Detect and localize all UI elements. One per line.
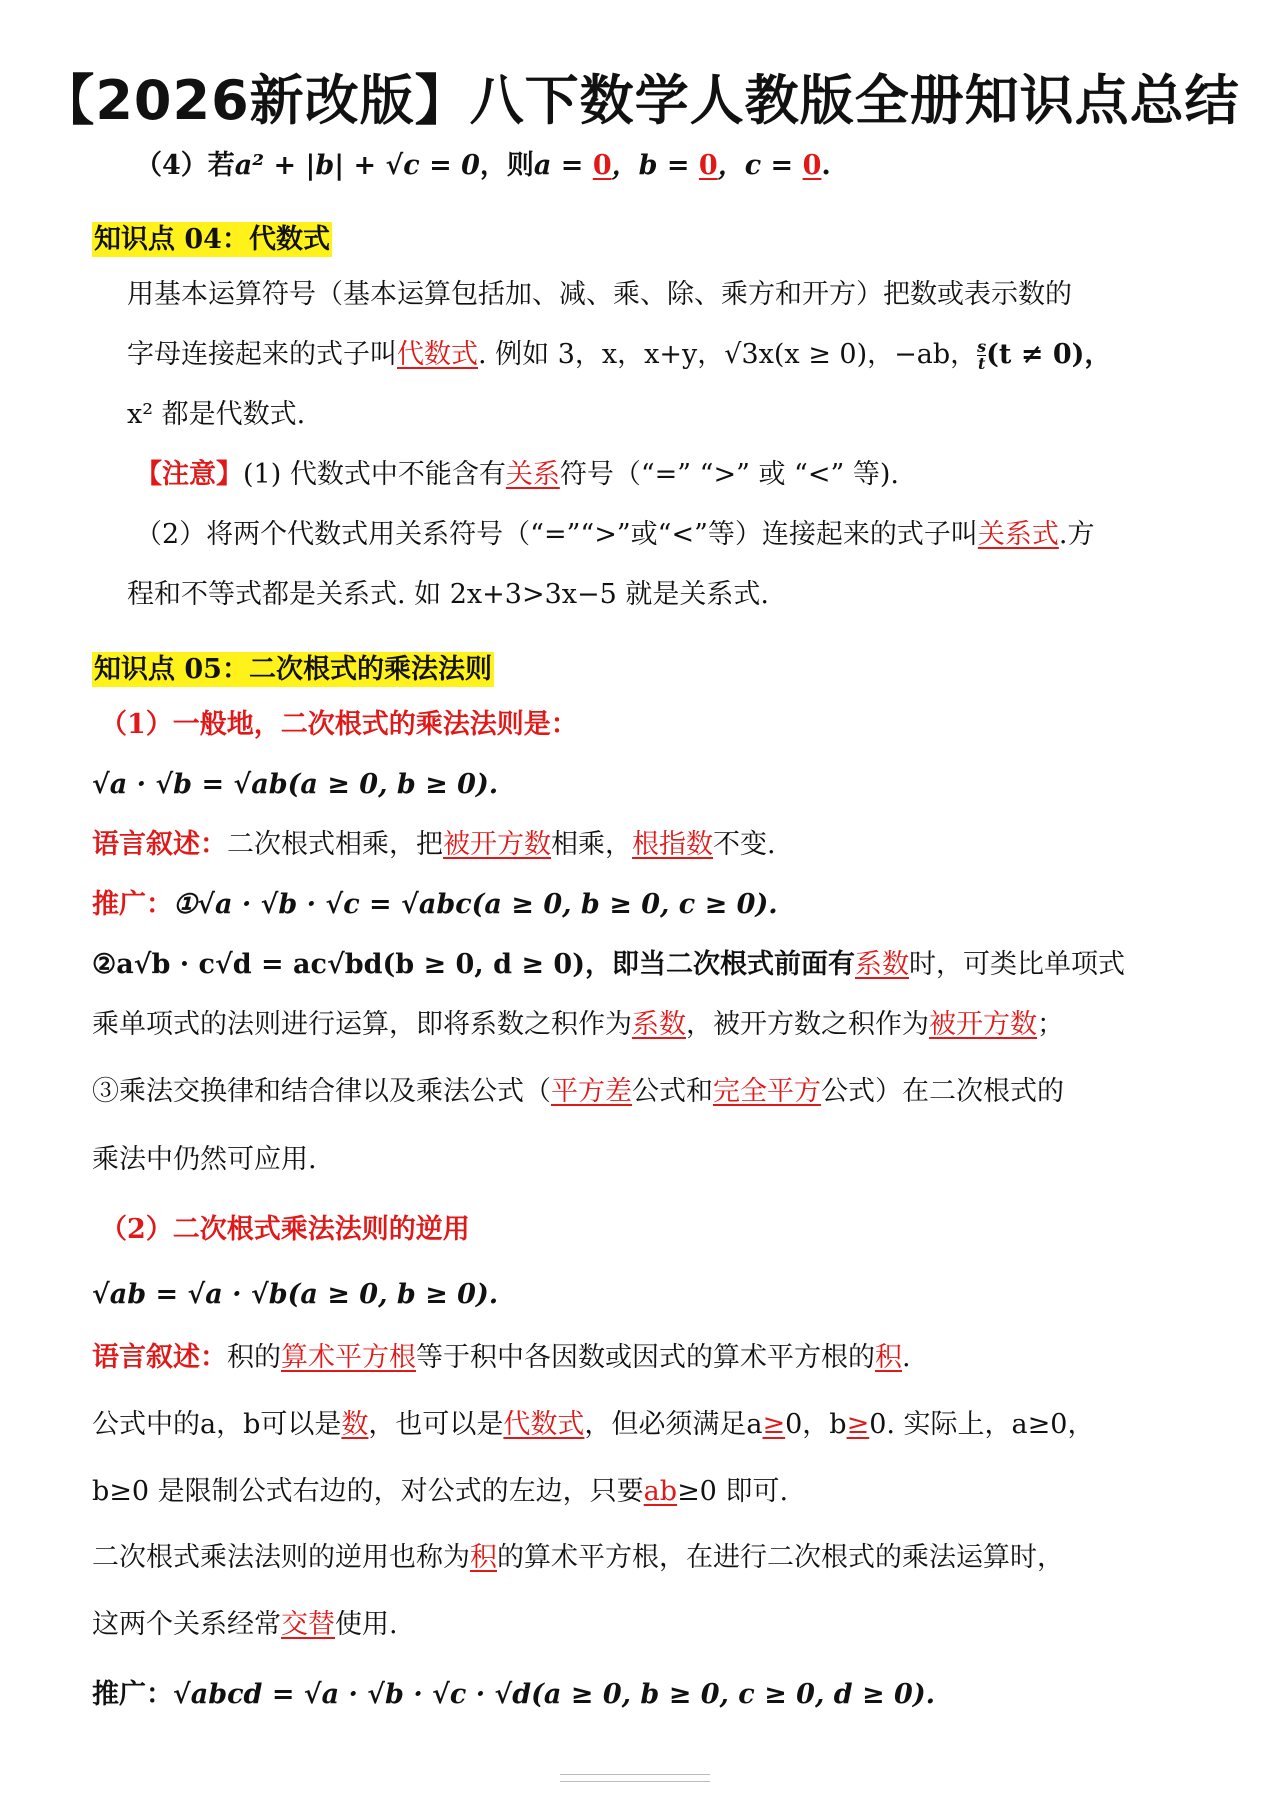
kp05-formula-note-1: [92, 1405, 1094, 1445]
extension-label: 推广：: [92, 889, 173, 920]
ext2-text-a: ②a√b · c√d = ac√bd(b ≥ 0, d ≥ 0)，即当二次根式前面有: [92, 949, 855, 980]
kp04-paragraph-line-2: [127, 335, 1111, 375]
ext2-text-b: 时，可类比单项式: [908, 949, 1125, 980]
f3-text-b: 的算术平方根，在进行二次根式的乘法运算时，: [497, 1542, 1064, 1573]
item-4-prefix: （4）若: [135, 150, 235, 181]
fraction-numerator: s: [977, 337, 987, 356]
extension-4-formula: √abcd = √a · √b · √c · √d(a ≥ 0, b ≥ 0, c ≥ 0, d ≥ 0).: [173, 1679, 936, 1710]
kp05-extension-2-cont: [92, 1005, 1064, 1045]
lang2-text-b: 等于积中各因数或因式的算术平方根的: [416, 1342, 875, 1373]
footer-scroll-indicator: [560, 1770, 730, 1784]
ext2-text-e: ；: [1037, 1009, 1064, 1040]
f1-text-a: 公式中的a，b可以是: [92, 1409, 342, 1440]
lang2-term-arithmetic-root: 算术平方根: [281, 1342, 416, 1373]
f4-term-alternate: 交替: [281, 1609, 335, 1640]
language-label: 语言叙述：: [92, 829, 227, 860]
note-1-term: 关系: [505, 459, 560, 490]
kp05-subheading-1: （1）一般地，二次根式的乘法法则是：: [100, 709, 578, 740]
kp04-term-algebraic-expression: 代数式: [397, 339, 478, 370]
item-4-a-value: 0: [592, 150, 612, 181]
kp04-heading: 知识点 04：代数式: [94, 224, 330, 255]
ext3-text-a: ③乘法交换律和结合律以及乘法公式（: [92, 1076, 551, 1107]
note-1-text-a: (1) 代数式中不能含有: [243, 459, 506, 490]
f4-text-b: 使用.: [335, 1609, 398, 1640]
f2-text-a: b≥0 是限制公式右边的，对公式的左边，只要: [92, 1476, 644, 1507]
kp05-extension-3-cont: 乘法中仍然可应用.: [92, 1144, 317, 1175]
kp05-formula-note-3: [92, 1538, 1064, 1578]
kp05-language-1: [92, 825, 776, 865]
lang1-term-index: 根指数: [632, 829, 713, 860]
item-4-expression: a² + |b| + √c = 0: [234, 150, 480, 181]
ext2-term-radicand: 被开方数: [929, 1009, 1037, 1040]
f1-term-geq-a: ≥: [762, 1409, 786, 1440]
kp05-formula-note-2: [92, 1472, 788, 1512]
kp05-subheading-2: （2）二次根式乘法法则的逆用: [100, 1214, 470, 1245]
lang1-term-radicand: 被开方数: [443, 829, 551, 860]
kp05-extension-3: [92, 1072, 1064, 1112]
kp04-fraction: [977, 339, 986, 372]
f2-text-b: ≥0 即可.: [677, 1476, 789, 1507]
kp05-language-2: [92, 1338, 911, 1378]
item-4-end: .: [821, 150, 831, 181]
ext2-term-coefficient: 系数: [854, 949, 909, 980]
ext2-text-d: ，被开方数之积作为: [686, 1009, 929, 1040]
extension-label-2: 推广：: [92, 1679, 173, 1710]
page-title: 【2026新改版】八下数学人教版全册知识点总结: [40, 69, 1240, 132]
f3-term-product: 积: [470, 1542, 497, 1573]
item-4-b-value: 0: [698, 150, 718, 181]
lang1-text-b: 相乘，: [551, 829, 632, 860]
footer-bar: [560, 1774, 710, 1782]
kp04-paragraph-line-1: 用基本运算符号（基本运算包括加、减、乘、除、乘方和开方）把数或表示数的: [127, 279, 1072, 310]
item-4-a-label: a =: [533, 150, 593, 181]
ext2-text-c: 乘单项式的法则进行运算，即将系数之积作为: [92, 1009, 632, 1040]
note-1-text-b: 符号（“=” “>” 或 “<” 等).: [559, 459, 899, 490]
note-2-text-b: .方: [1058, 519, 1095, 550]
note-label: 【注意】: [135, 459, 243, 490]
f1-term-expression: 代数式: [503, 1409, 585, 1440]
kp04-note-2: [135, 515, 1094, 555]
f1-term-number: 数: [341, 1409, 369, 1440]
f4-text-a: 这两个关系经常: [92, 1609, 281, 1640]
f1-text-c: ，但必须满足a: [584, 1409, 763, 1440]
ext3-term-difference-of-squares: 平方差: [551, 1076, 632, 1107]
kp05-formula-note-4: [92, 1605, 398, 1645]
item-4-b-label: ，b =: [611, 150, 699, 181]
ext3-text-c: 公式）在二次根式的: [821, 1076, 1064, 1107]
f2-term-ab: ab: [643, 1476, 678, 1507]
extension-1-formula: ①√a · √b · √c = √abc(a ≥ 0, b ≥ 0, c ≥ 0).: [173, 889, 778, 920]
f1-text-e: 0. 实际上，a≥0，: [869, 1409, 1095, 1440]
f3-text-a: 二次根式乘法法则的逆用也称为: [92, 1542, 470, 1573]
item-4-c-value: 0: [802, 150, 822, 181]
lang2-text-c: .: [902, 1342, 911, 1373]
kp05-rule-2: √ab = √a · √b(a ≥ 0, b ≥ 0).: [92, 1279, 499, 1310]
language-label-2: 语言叙述：: [92, 1342, 227, 1373]
kp04-paragraph-line-3: x² 都是代数式.: [127, 399, 306, 430]
item-4-c-label: ，c =: [717, 150, 803, 181]
lang1-text-c: 不变.: [713, 829, 776, 860]
kp04-heading-wrap: [92, 220, 332, 260]
ext2-term-coefficient-2: 系数: [632, 1009, 686, 1040]
kp04-note-1: [135, 455, 899, 495]
kp05-extension-4: [92, 1675, 935, 1715]
item-4-mid: ，则: [479, 150, 534, 181]
lang2-term-product: 积: [875, 1342, 902, 1373]
item-4-line: [135, 146, 831, 186]
kp05-extension-1: [92, 885, 778, 925]
fraction-denominator: t: [977, 354, 986, 373]
kp05-rule-1: √a · √b = √ab(a ≥ 0, b ≥ 0).: [92, 769, 499, 800]
ext3-text-b: 公式和: [632, 1076, 713, 1107]
kp04-note-2-cont: 程和不等式都是关系式. 如 2x+3>3x−5 就是关系式.: [127, 579, 769, 610]
f1-text-d: 0，b: [785, 1409, 847, 1440]
f1-term-geq-b: ≥: [846, 1409, 870, 1440]
lang2-text-a: 积的: [227, 1342, 281, 1373]
ext3-term-perfect-square: 完全平方: [713, 1076, 821, 1107]
kp05-heading: 知识点 05：二次根式的乘法法则: [94, 654, 492, 685]
kp04-p2-text-b: . 例如 3，x，x+y，√3x(x ≥ 0)，−ab，: [478, 339, 978, 370]
kp05-extension-2: [92, 945, 1125, 985]
kp05-heading-wrap: [92, 650, 494, 690]
f1-text-b: ，也可以是: [368, 1409, 504, 1440]
note-2-term: 关系式: [977, 519, 1059, 550]
lang1-text-a: 二次根式相乘，把: [227, 829, 443, 860]
kp04-p2-text-c: (t ≠ 0)，: [986, 339, 1112, 370]
note-2-text-a: （2）将两个代数式用关系符号（“=”“>”或“<”等）连接起来的式子叫: [135, 519, 978, 550]
kp04-p2-text-a: 字母连接起来的式子叫: [127, 339, 397, 370]
